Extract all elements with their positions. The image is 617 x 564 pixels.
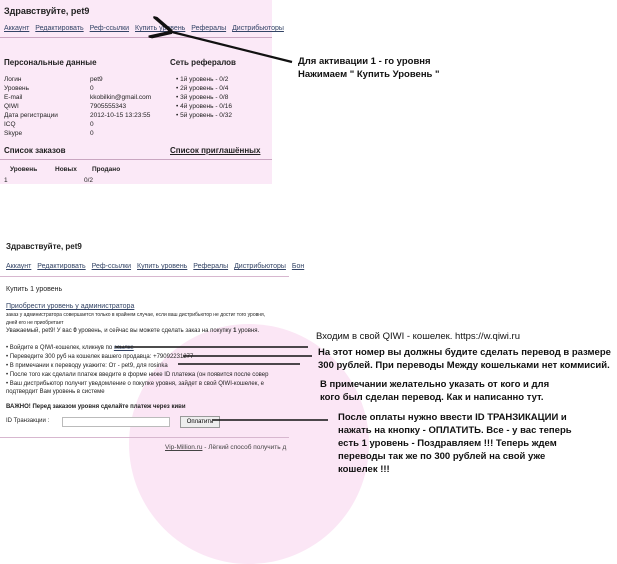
orders-header-level: Уровень <box>10 166 38 173</box>
personal-data-title: Персональные данные <box>4 58 97 67</box>
nav-bonus[interactable]: Бон <box>291 263 305 270</box>
label-level: Уровень <box>4 85 30 92</box>
referral-network-title: Сеть рефералов <box>170 58 236 67</box>
greeting: Здравствуйте, pet9 <box>4 6 90 16</box>
orders-cell-sold: 0/2 <box>84 177 94 184</box>
nav-account[interactable]: Аккаунт <box>6 263 32 270</box>
network-level-2: • 2й уровень - 0/4 <box>176 85 229 92</box>
nav-edit[interactable]: Редактировать <box>37 263 86 270</box>
nav-ref-links[interactable]: Реф-ссылки <box>91 263 132 270</box>
nav-buy-level[interactable]: Купить уровень <box>135 25 186 32</box>
footer: Vip-Million.ru - Лёгкий способ получить д <box>165 444 287 451</box>
admin-note-line2: дней его не приобретает <box>6 320 64 326</box>
page-title: Купить 1 уровень <box>6 286 63 293</box>
value-icq: 0 <box>90 121 94 128</box>
value-level: 0 <box>90 85 94 92</box>
arrow-buy-level <box>168 31 292 62</box>
network-level-5: • 5й уровень - 0/32 <box>176 112 232 119</box>
step-confirm: • Ваш дистрибьютор получит уведомление о покупке уровня, зайдет в свой QIWI-кошелек, е <box>6 381 264 387</box>
network-level-1: • 1й уровень - 0/2 <box>176 76 229 83</box>
step-transfer: • Переведите 300 руб на кошелек вашего продавца: +79092231277 <box>6 354 194 360</box>
orders-cell-level: 1 <box>4 177 8 184</box>
greeting: Здравствуйте, pet9 <box>6 242 82 251</box>
network-level-4: • 4й уровень - 0/16 <box>176 103 232 110</box>
annotation-activate: Для активации 1 - го уровня Нажимаем " Купить Уровень " <box>298 56 440 80</box>
label-qiwi: QIWI <box>4 103 19 110</box>
admin-buy-link[interactable]: Приобрести уровень у администратора <box>6 303 135 310</box>
value-qiwi: 7905555343 <box>90 103 127 110</box>
annotation-transfer: На этот номер вы должны будите сделать перевод в размере 300 рублей. При переводы Между кошельками нет коммисий. <box>318 347 611 371</box>
orders-header-new: Новых <box>55 166 77 173</box>
value-email: kkobilkin@gmail.com <box>90 94 152 101</box>
nav-referrals[interactable]: Рефералы <box>193 263 229 270</box>
nav-account[interactable]: Аккаунт <box>4 25 30 32</box>
nav-edit[interactable]: Редактировать <box>35 25 84 32</box>
orders-title: Список заказов <box>4 146 66 155</box>
orders-header-sold: Продано <box>92 166 121 173</box>
annotation-after-payment: После оплаты нужно ввести ID ТРАНЗИКАЦИИ и нажать на кнопку - ОПЛАТИТЬ. Все - у вас теперь есть 1 уровень - Поздравляем !!! Теперь ждем переводы так же по 300 рублей на свой уже кошелек !!! <box>338 412 572 475</box>
admin-note-line1: заказ у администратора совершается только в крайнем случае, если ваш дистрибьютор не достиг того уровня, <box>6 312 266 318</box>
nav-referrals[interactable]: Рефералы <box>191 25 227 32</box>
value-login: pet9 <box>90 76 103 83</box>
label-email: E-mail <box>4 94 23 101</box>
annotation-qiwi-login: Входим в свой QIWI - кошелек. https://w.qiwi.ru <box>316 331 520 342</box>
tx-label: ID Транзакции : <box>6 418 50 424</box>
footer-link[interactable]: Vip-Million.ru <box>165 444 203 451</box>
qiwi-link[interactable]: ссылке <box>113 345 134 351</box>
pay-button[interactable]: Оплатить <box>180 416 220 428</box>
label-icq: ICQ <box>4 121 16 128</box>
network-level-3: • 3й уровень - 0/8 <box>176 94 229 101</box>
nav-ref-links[interactable]: Реф-ссылки <box>89 25 130 32</box>
step-enter-id: • После того как сделали платеж введите в форме ниже ID платежа (он появится после совер <box>6 372 269 378</box>
nav-distributors[interactable]: Дистрибьюторы <box>234 263 286 270</box>
level-status: Уважаемый, pet9! У вас 0 уровень, и сейчас вы можете сделать заказ на покупку 1 уровня. <box>6 328 260 334</box>
label-reg-date: Дата регистрации <box>4 112 58 119</box>
label-skype: Skype <box>4 130 23 137</box>
value-skype: 0 <box>90 130 94 137</box>
nav-distributors[interactable]: Дистрибьюторы <box>232 25 284 32</box>
invites-link[interactable]: Список приглашённых <box>170 146 261 155</box>
step-confirm-cont: подтвердит Вам уровень в системе <box>6 389 105 395</box>
warning-text: ВАЖНО! Перед заказом уровня сделайте платеж через киви <box>6 404 186 410</box>
nav-buy-level[interactable]: Купить уровень <box>137 263 188 270</box>
annotation-note: В примечании желательно указать от кого и для кого был сделан перевод. Как и написанно тут. <box>320 379 550 403</box>
label-login: Логин <box>4 76 22 83</box>
step-note: • В примечании к переводу укажите: От - pet9, для rosinka <box>6 363 168 369</box>
step-login-qiwi: • Войдите в QIWI-кошелек, кликнув по ссылке <box>6 345 134 351</box>
value-reg-date: 2012-10-15 13:23:55 <box>90 112 151 119</box>
